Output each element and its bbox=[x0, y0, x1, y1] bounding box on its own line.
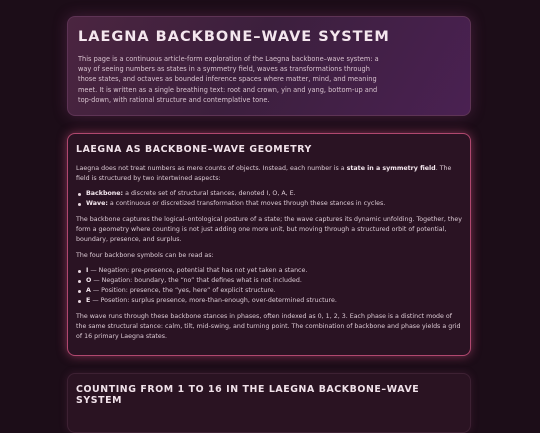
paragraph-backbone: The backbone captures the logical–ontological posture of a state; the wave captures its dynamic unfolding. Together, they form a geometry where counting is not just adding one more unit, but moving through a structured orbit of potential, boundary, presence, and surplus. bbox=[76, 216, 462, 243]
aspect-text: a continuous or discretized transformation that moves through these stances in cycles. bbox=[107, 200, 386, 207]
hero-card bbox=[67, 16, 471, 116]
intro-paragraph: This page is a continuous article-form exploration of the Laegna backbone–wave system: a way of seeing numbers as states in a symmetry field, waves as transformations through those states, and octaves as bounded inference spaces where matter, mind, and meaning meet. It is written as a single breathing text: root and crown, yin and yang, bottom-up and top-down, with rational structure and contemplative tone. bbox=[78, 55, 379, 104]
section-title: COUNTING FROM 1 TO 16 IN THE LAEGNA BACKBONE–WAVE SYSTEM bbox=[76, 384, 420, 406]
symbol-term: I bbox=[86, 267, 89, 274]
page-title: LAEGNA BACKBONE–WAVE SYSTEM bbox=[78, 29, 390, 45]
list-item bbox=[86, 296, 462, 306]
symbol-text: — Posetion: surplus presence, more-than-enough, over-determined structure. bbox=[90, 297, 337, 304]
list-item bbox=[86, 266, 462, 276]
list-item bbox=[86, 286, 462, 296]
aspect-term: Backbone: bbox=[86, 190, 124, 197]
symbol-term: E bbox=[86, 297, 91, 304]
counting-section bbox=[67, 373, 471, 433]
aspect-text: a discrete set of structural stances, denoted I, O, A, E. bbox=[123, 190, 296, 197]
list-item bbox=[86, 189, 462, 199]
paragraph-wave: The wave runs through these backbone stances in phases, often indexed as 0, 1, 2, 3. Each phase is a distinct mode of the same structural stance: calm, tilt, mid-swing, and turning point. The combination of backbone and phase yields a grid of 16 primary Laegna states. bbox=[76, 313, 461, 340]
paragraph-field-post: . The field is structured by two intertwined aspects: bbox=[76, 165, 452, 182]
paragraph-field bbox=[76, 164, 462, 184]
list-item bbox=[86, 199, 462, 209]
symbol-text: — Negation: boundary, the “no” that defines what is not included. bbox=[91, 277, 302, 284]
list-item bbox=[86, 276, 462, 286]
symbol-term: A bbox=[86, 287, 91, 294]
symbol-list bbox=[76, 266, 462, 306]
geometry-section bbox=[67, 133, 471, 356]
aspect-term: Wave: bbox=[86, 200, 108, 207]
paragraph-field-pre: Laegna does not treat numbers as mere counts of objects. Instead, each number is a bbox=[76, 165, 347, 172]
aspect-list bbox=[76, 189, 462, 209]
symbol-text: — Position: presence, the “yes, here” of explicit structure. bbox=[90, 287, 276, 294]
paragraph-symbols-intro: The four backbone symbols can be read as: bbox=[76, 252, 214, 259]
symmetry-field-term: state in a symmetry field bbox=[346, 165, 436, 172]
section-title: LAEGNA AS BACKBONE–WAVE GEOMETRY bbox=[76, 144, 312, 155]
symbol-term: O bbox=[86, 277, 92, 284]
symbol-text: — Negation: pre-presence, potential that has not yet taken a stance. bbox=[88, 267, 308, 274]
